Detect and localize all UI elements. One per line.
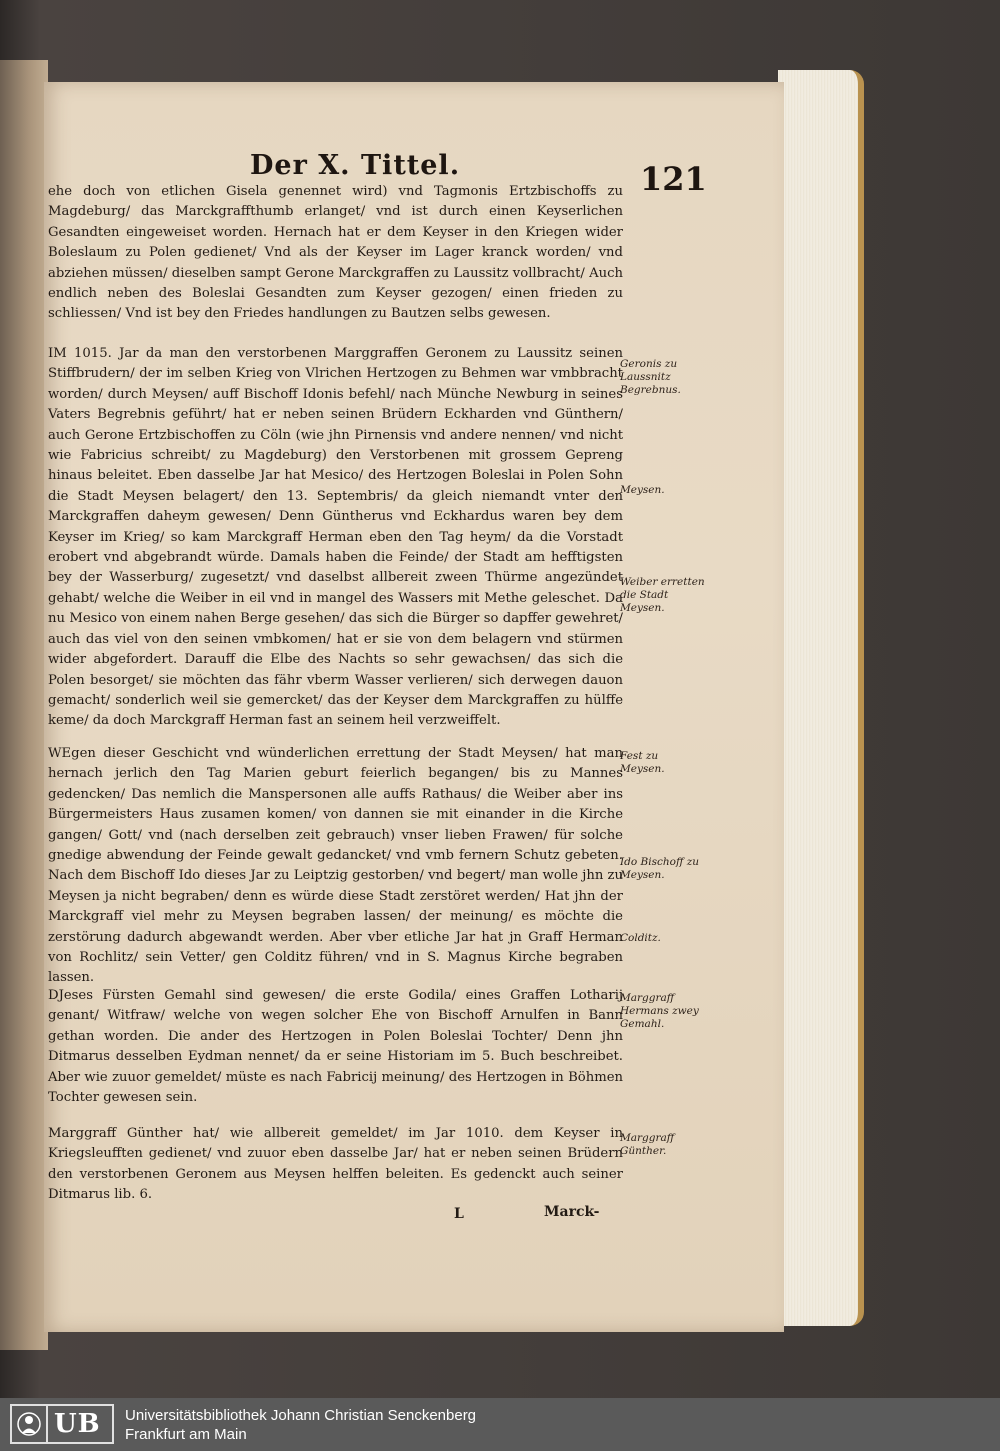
library-city: Frankfurt am Main [125,1426,247,1443]
footer-bar [0,1398,1000,1451]
marginal-note: Weiber erretten die Stadt Meysen. [620,576,705,614]
marginal-note: Meysen. [620,484,665,496]
marginal-note: Marggraff Günther. [620,1132,675,1157]
marginal-note: Marggraff Hermans zwey Gemahl. [620,992,699,1030]
paragraph-text: WEgen dieser Geschicht vnd wünderlichen errettung der Stadt Meysen/ hat man hernach jerlich den Tag Marien geburt feierlich begangen/ bis zu Mannes gedencken/ Das nemlich die Manspersonen alle auffs Rathaus/ die Weiber aber ins Bürgermeisters Haus zusamen komen/ von dannen sie mit einander in die Kirche gangen/ Gott/ vnd (nach derselben zeit gebrauch) vnser lieben Frawen/ für solche gnedige abwendung der Feinde gewalt gedancket/ vnd vmb fernern Schutz gebeten. Nach dem Bischoff Ido dieses Jar zu Leiptzig gestorben/ vnd begert/ man wolle jhn zu Meysen ja nicht begraben/ denn es würde diese Stadt zerstöret werden/ Hat jhn der Marckgraff viel mehr zu Meysen begraben lassen/ der meinung/ es möchte die zerstörung dadurch abgewandt werden. Aber vber etliche Jar hat jn Graff Herman von Rochlitz/ sein Vetter/ gen Colditz führen/ vnd in S. Magnus Kirche begraben lassen. [48,746,623,986]
library-name: Universitätsbibliothek Johann Christian Senckenberg [125,1407,477,1424]
paragraph-text: IM 1015. Jar da man den verstorbenen Marggraffen Geronem zu Laussitz seinen Stiffbrudern/ der im selben Krieg von Vlrichen Hertzogen zu Behmen war vmbbracht worden/ durch Meysen/ auff Bischoff Idonis befehl/ nach Münche Newburg in seines Vaters Begrebnis geführt/ hat er neben seinen Brüdern Eckharden vnd Günthern/ auch Gerone Ertzbischoffen zu Cöln (wie jhn Pirnensis vnd andere nennen/ vnd nicht wie Fabricius schreibt/ zu Magdeburg) den Verstorbenen mit grossem Gepreng hinaus beleitet. Eben dasselbe Jar hat Mesico/ des Hertzogen Boleslai in Polen Sohn die Stadt Meysen belagert/ den 13. Septembris/ da gleich niemandt vnter den Marckgraffen daheym gewesen/ Denn Güntherus vnd Eckhardus waren bey dem Keyser im Krieg/ so kam Marckgraff Herman eben den Tag heym/ da die Vorstadt erobert vnd abgebrandt würde. Damals haben die Feinde/ der Stadt am hefftigsten bey der Wasserburg/ zugesetzt/ vnd daselbst allbereit zween Thürme angezündet gehabt/ welche die Weiber in eil vnd in mangel des Wassers mit Methe geleschet. Da nu Mesico von einem nahen Berge gesehen/ das sich die Bürger so dapffer gewehret/ auch das viel von den seinen vmbkomen/ hat er sie von dem belagern vnd stürmen wider abgefordert. Darauff die Elbe des Nachts so sehr gewachsen/ das sich die Polen besorget/ sie möchten das fähr vberm Wasser verlieren/ sich derwegen dauon gemacht/ sonderlich weil sie gemercket/ das der Keyser dem Marckgraffen zu hülffe keme/ da doch Marckgraff Herman fast an seinem heil verzweiffelt. [48,346,623,729]
catchword: Marck- [544,1204,600,1220]
paragraph-3 [48,744,623,989]
logo-text: UB [54,1409,101,1439]
book-page-edges [778,70,864,1326]
paragraph-text: Marggraff Günther hat/ wie allbereit gemeldet/ im Jar 1010. dem Keyser in Kriegsleufften gedienet/ vnd zuuor eben dasselbe Jar/ hat er neben seinen Brüdern den verstorbenen Geronem aus Meysen helffen beleiten. Es gedenckt auch seiner Ditmarus lib. 6. [48,1126,623,1203]
marginal-note: Colditz. [620,932,661,944]
marginal-note: Fest zu Meysen. [620,750,665,775]
paragraph-2 [48,344,623,732]
page-number: 121 [640,160,707,198]
signature-mark: L [454,1206,464,1222]
marginal-note: Ido Bischoff zu Meysen. [620,856,700,881]
library-credit [125,1406,476,1444]
facing-page-edge [0,60,48,1350]
paragraph-1 [48,182,623,325]
running-header: Der X. Tittel. [250,150,461,181]
paragraph-text: DJeses Fürsten Gemahl sind gewesen/ die erste Godila/ eines Graffen Lotharij genant/ Witfraw/ welche von wegen solcher Ehe von Bischoff Arnulfen in Bann gethan worden. Die ander des Hertzogen in Polen Boleslai Tochter/ Denn jhn Ditmarus desselben Eydman nennet/ da er seine Historiam im 5. Buch beschreibet. Aber wie zuuor gemeldet/ müste es nach Fabricij meinung/ des Hertzogen in Böhmen Tochter gewesen sein. [48,988,623,1106]
paragraph-text: ehe doch von etlichen Gisela genennet wird) vnd Tagmonis Ertzbischoffs zu Magdeburg/ das Marckgraffthumb erlanget/ vnd ist durch einen Keyserlichen Gesandten eingeweiset worden. Hernach hat er dem Keyser in den Kriegen wider Boleslaum zu Polen gedienet/ Vnd als der Keyser im Lager kranck worden/ vnd abziehen müssen/ dieselben sampt Gerone Marckgraffen zu Laussitz vollbracht/ Auch endlich neben des Boleslai Gesandten zum Keyser gezogen/ einen frieden zu schliessen/ Vnd ist bey den Friedes handlungen zu Bautzen selbs gewesen. [48,184,623,322]
marginal-note: Geronis zu Laussnitz Begrebnus. [620,358,681,396]
ub-logo[interactable] [10,1404,114,1444]
seal-icon [12,1406,48,1442]
paragraph-5 [48,1124,623,1206]
paragraph-4 [48,986,623,1108]
